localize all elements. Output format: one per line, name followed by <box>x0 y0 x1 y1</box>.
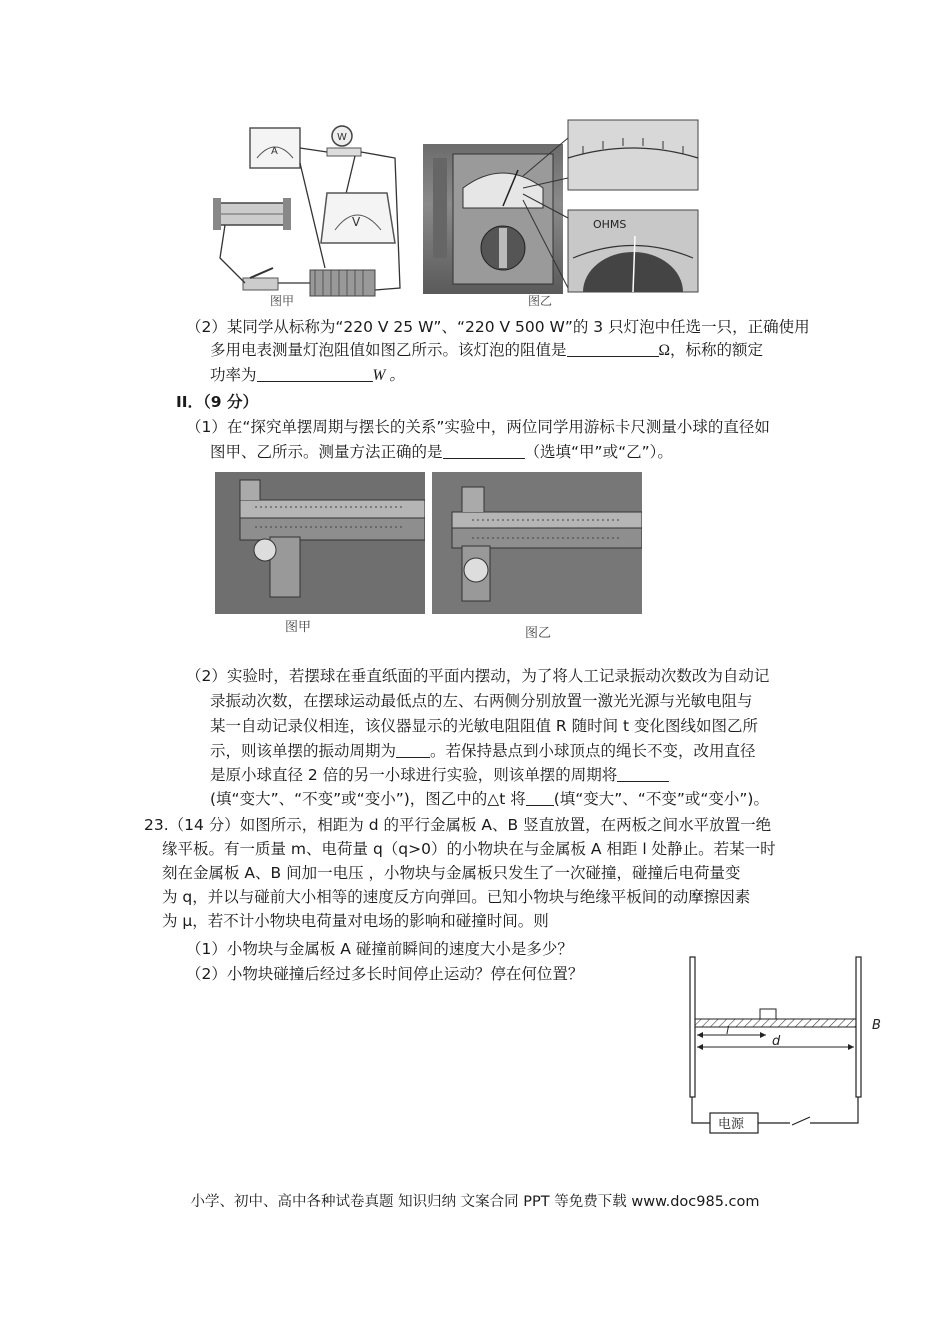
circuit-figure <box>205 118 415 310</box>
method-blank[interactable] <box>443 442 525 459</box>
multimeter-drawing <box>423 118 711 310</box>
ohms-scale-label: OHMS <box>593 218 627 231</box>
ohm-unit: Ω，标称的额定 <box>658 342 764 359</box>
circuit-caption: 图甲 <box>270 294 295 308</box>
ammeter-label: A <box>271 146 278 157</box>
plates-drawing <box>680 955 895 1135</box>
dimension-d-label: d <box>772 1034 781 1049</box>
lamp-question-line3 <box>210 364 405 387</box>
period-change-prefix: 是原小球直径 2 倍的另一小球进行实验，则该单摆的周期将 <box>210 766 618 784</box>
pendulum-q1-line2 <box>210 441 673 463</box>
resistance-blank[interactable] <box>567 340 659 357</box>
lamp-question-line1: （2）某同学从标称为“220 V 25 W”、“220 V 500 W”的 3 只灯泡中任选一只，正确使用 <box>186 318 810 336</box>
lamp-question-line2 <box>210 339 763 362</box>
caliper-right-caption: 图乙 <box>525 626 552 641</box>
q23-line2: 缘平板。有一质量 m、电荷量 q（q>0）的小物块在与金属板 A 相距 l 处静止。若某一时 <box>162 840 776 858</box>
pendulum-q1-choice: （选填“甲”或“乙”）。 <box>524 443 673 461</box>
multimeter-caption: 图乙 <box>528 294 553 308</box>
lamp-label: W <box>337 132 347 143</box>
plates-diagram <box>680 955 895 1135</box>
delta-t-prefix: (填“变大”、“不变”或“变小”)，图乙中的△t 将 <box>210 790 526 808</box>
pendulum-q2-line2: 录振动次数，在摆球运动最低点的左、右两侧分别放置一激光光源与光敏电阻与 <box>210 692 753 710</box>
pendulum-q2-line6 <box>210 788 769 810</box>
period-change-blank[interactable] <box>617 765 669 782</box>
q23-sub1: （1）小物块与金属板 A 碰撞前瞬间的速度大小是多少？ <box>186 940 573 958</box>
lamp-question-line2-text: 多用电表测量灯泡阻值如图乙所示。该灯泡的阻值是 <box>210 341 567 359</box>
pendulum-q2-line3: 某一自动记录仪相连，该仪器显示的光敏电阻阻值 R 随时间 t 变化图线如图乙所 <box>210 717 759 735</box>
period-blank[interactable] <box>396 741 430 758</box>
pendulum-q2-line1: （2）实验时，若摆球在垂直纸面的平面内摆动，为了将人工记录振动次数改为自动记 <box>186 667 770 685</box>
power-prefix: 功率为 <box>210 366 257 384</box>
period-prefix: 示，则该单摆的振动周期为 <box>210 742 397 760</box>
q23-line3: 刻在金属板 A、B 间加一电压 ，小物块与金属板只发生了一次碰撞，碰撞后电荷量变 <box>162 864 741 882</box>
section-ii-heading: II．（9 分） <box>176 393 258 411</box>
pendulum-q2-line4 <box>210 740 756 762</box>
pendulum-q2-line5 <box>210 764 669 786</box>
q23-line1: 23.（14 分）如图所示，相距为 d 的平行金属板 A、B 竖直放置，在两板之间水平放置一绝 <box>144 816 772 834</box>
multimeter-figure <box>423 118 711 310</box>
caliper-left-drawing <box>215 472 425 614</box>
caliper-photo-left <box>215 472 425 614</box>
power-source-label: 电源 <box>718 1117 745 1132</box>
q23-sub2: （2）小物块碰撞后经过多长时间停止运动？停在何位置？ <box>186 965 584 983</box>
watt-unit: W 。 <box>372 367 405 384</box>
pendulum-q1-line1: （1）在“探究单摆周期与摆长的关系”实验中，两位同学用游标卡尺测量小球的直径如 <box>186 418 770 436</box>
circuit-drawing <box>205 118 415 310</box>
delta-t-blank[interactable] <box>526 789 554 806</box>
power-blank[interactable] <box>257 365 373 382</box>
caliper-photo-right <box>432 472 642 614</box>
caliper-right-drawing <box>432 472 642 614</box>
q23-line4: 为 q，并以与碰前大小相等的速度反方向弹回。已知小物块与绝缘平板间的动摩擦因素 <box>162 888 751 906</box>
delta-t-suffix: (填“变大”、“不变”或“变小”)。 <box>553 790 769 808</box>
q23-line5: 为 μ，若不计小物块电荷量对电场的影响和碰撞时间。则 <box>162 912 549 930</box>
period-suffix: 。若保持悬点到小球顶点的绳长不变，改用直径 <box>430 742 756 760</box>
voltmeter-label: V <box>352 215 361 229</box>
pendulum-q1-line2-text: 图甲、乙所示。测量方法正确的是 <box>210 443 443 461</box>
plate-b-label: B <box>872 1018 881 1033</box>
caliper-left-caption: 图甲 <box>285 620 312 635</box>
page-footer: 小学、初中、高中各种试卷真题 知识归纳 文案合同 PPT 等免费下载 www.doc985.com <box>190 1194 760 1210</box>
dimension-l-label: l <box>726 1024 730 1037</box>
